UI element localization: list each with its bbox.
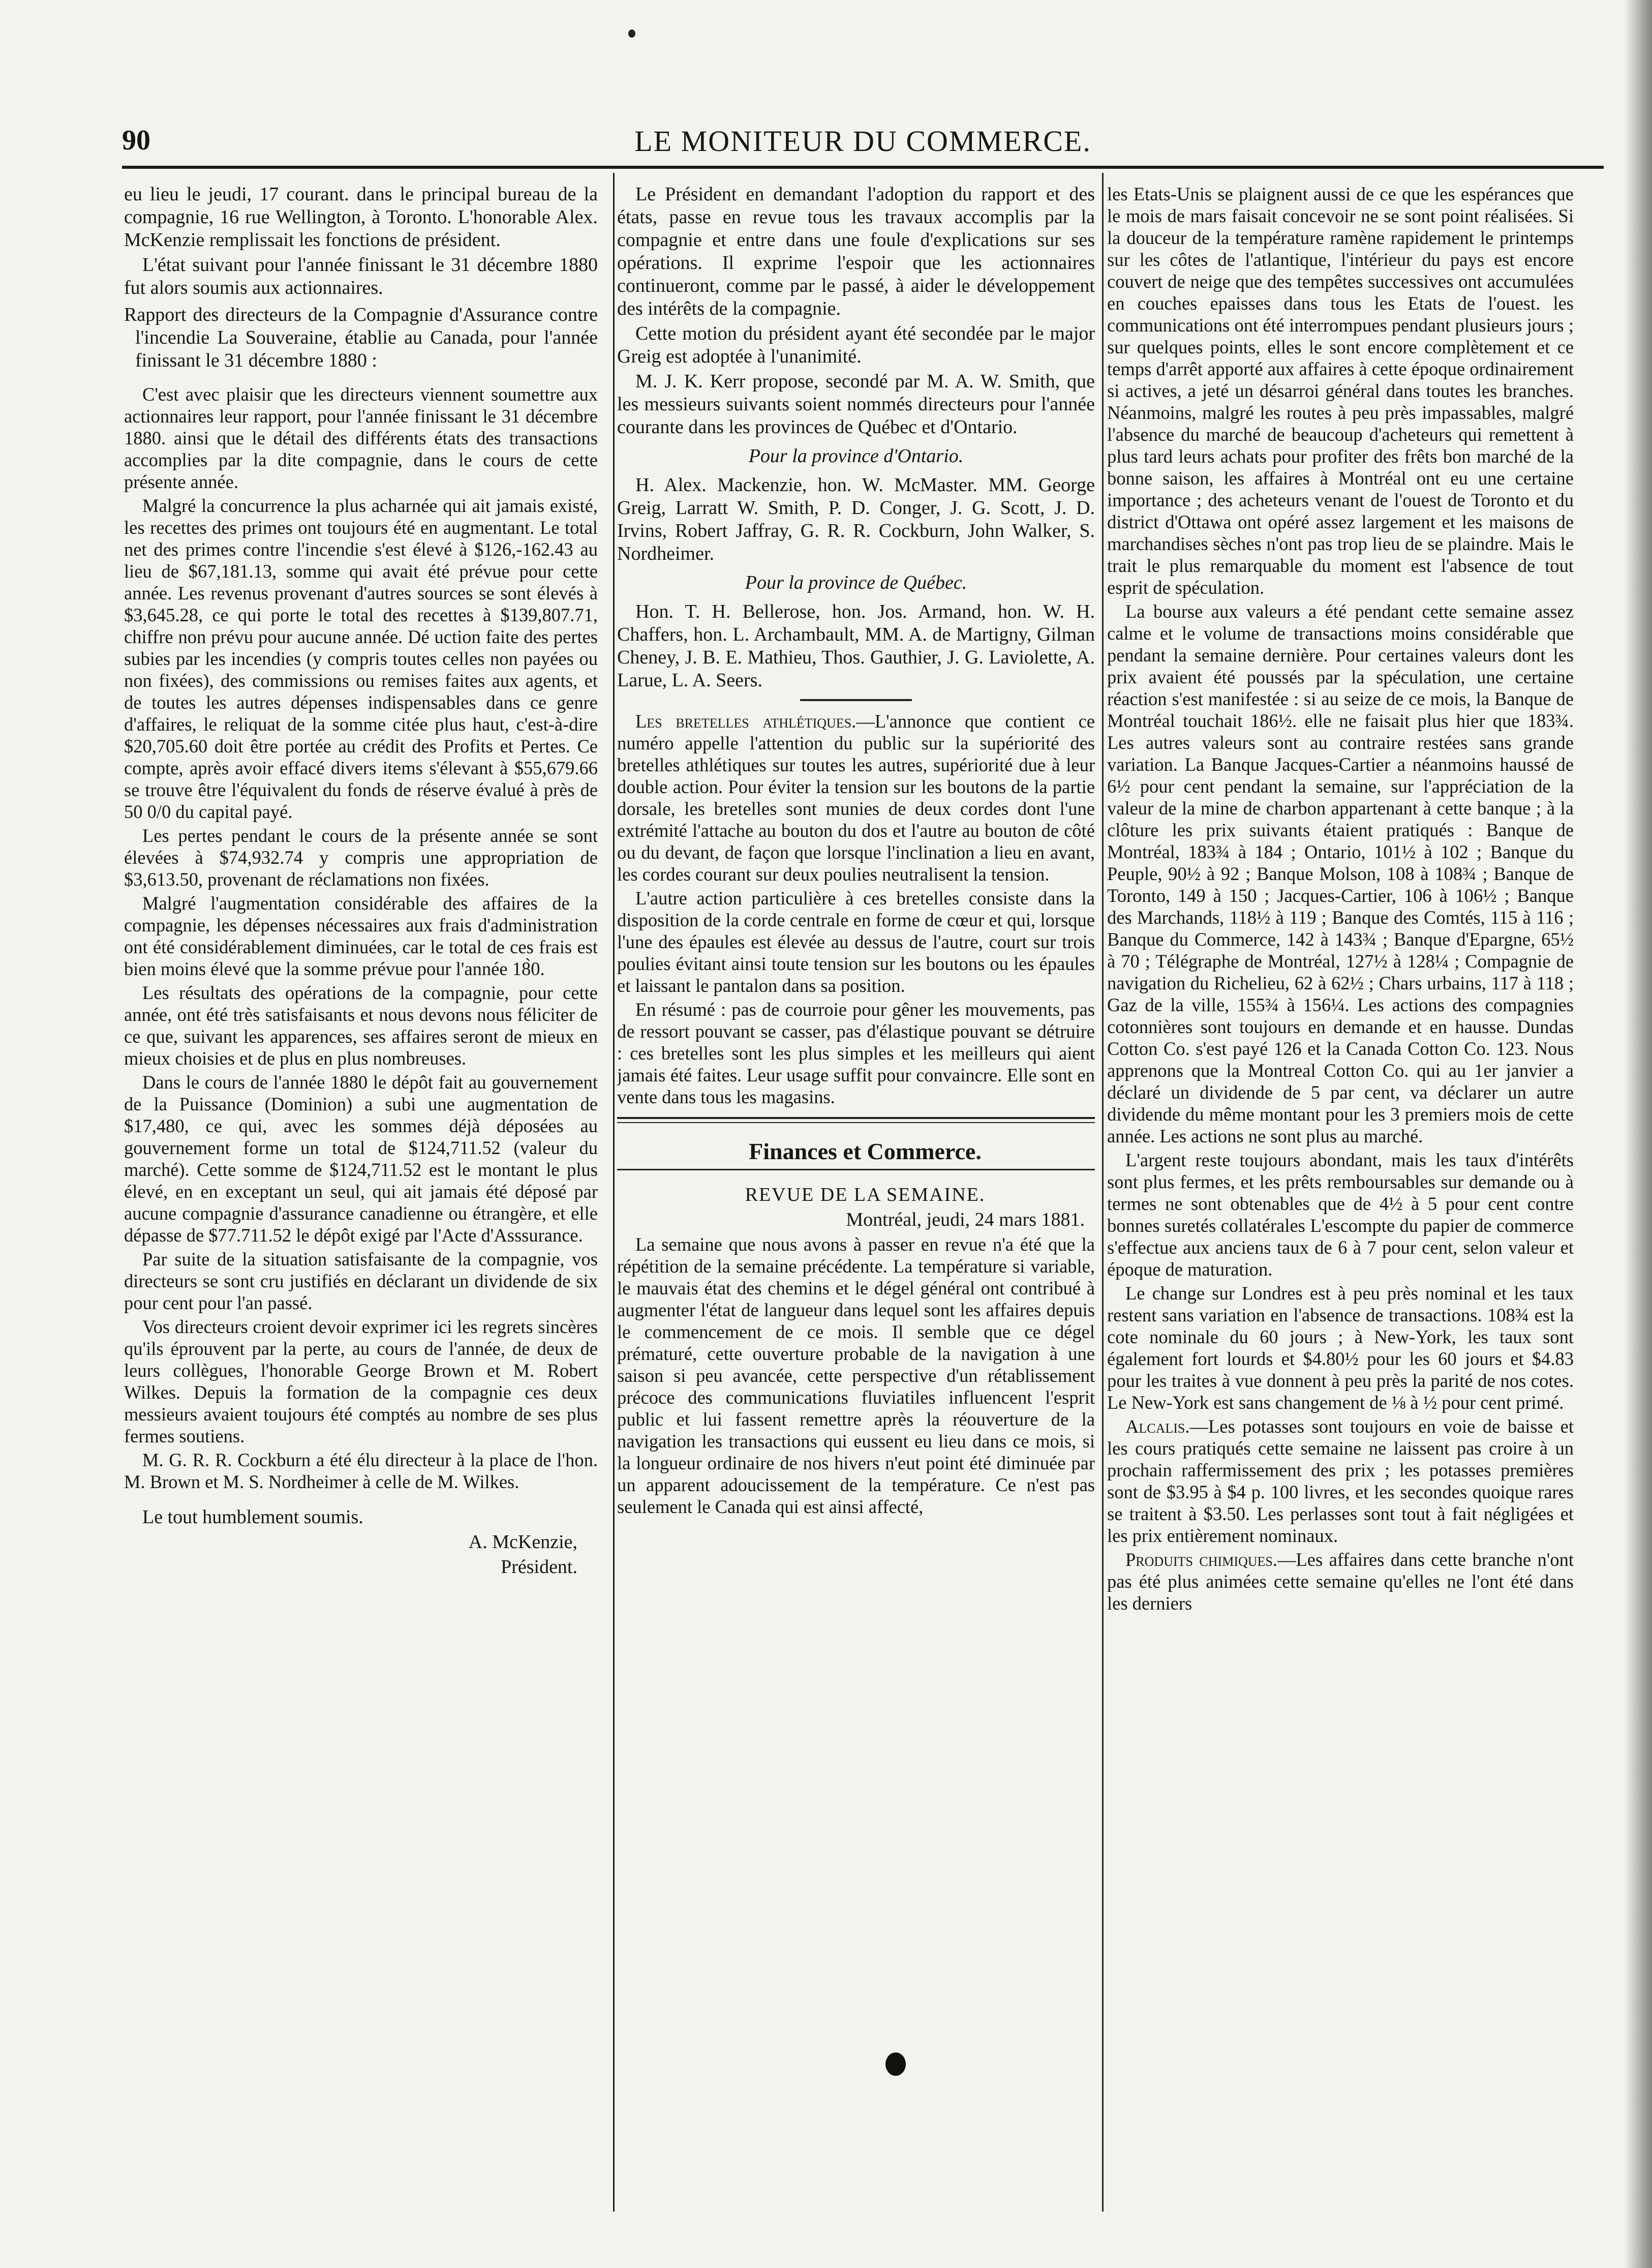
paragraph: Malgré l'augmentation considérable des affaires de la compagnie, les dépenses nécessaires aux frais d'administration ont été considérablement diminuées, car le total de ces frais est bien moins élevé que la somme prévue pour l'année 18̀0. [124, 893, 598, 979]
paragraph: La semaine que nous avons à passer en revue n'a été que la répétition de la semaine précédente. La température si variable, le mauvais état des chemins et le dégel général ont contribué à augmenter l'état de langueur dans lequel sont les affaires depuis le commencement de ce mois. Il semble que ce dégel prématuré, cette ouverture probable de la navigation à une saison si peu avancée, cette perspective d'un rétablissement précoce des communications fluviatiles influencent l'esprit public et lui fassent remettre après la réouverture de la navigation les transactions qui eussent eu lieu dans ce mois, si la longueur ordinaire de nos hivers n'eut point été diminuée par un apparent adoucissement de la température. Ce n'est pas seulement le Canada qui est ainsi affecté, [617, 1234, 1095, 1517]
header-rule [122, 166, 1604, 169]
section-heading: Finances et Commerce. [749, 1138, 982, 1164]
quebec-directors: Hon. T. H. Bellerose, hon. Jos. Armand, hon. W. H. Chaffers, hon. L. Archambault, MM. A. de Martigny, Gilman Cheney, J. B. E. Mathieu, Thos. Gauthier, J. G. Laviolette, A. Larue, L. A. Seers. [617, 601, 1095, 691]
produits-paragraph [1107, 1549, 1574, 1614]
heading-rule [617, 1169, 1095, 1170]
double-rule [617, 1117, 1095, 1123]
page-header [122, 124, 1604, 165]
alcalis-paragraph [1107, 1415, 1574, 1547]
bretelles-text: —L'annonce que contient ce numéro appelle l'attention du public sur la supériorité des bretelles athlétiques sur toutes les autres, supériorité due à leur double action. Pour éviter la tension sur les boutons de la partie dorsale, les bretelles sont munies de deux cordes dont l'une extrémité l'attache au bouton du dos et l'autre au bouton de côté ou du devant, de façon que lorsque l'inclination a lieu en avant, les cordes courant sur deux poulies neutralisent la tension. [617, 711, 1095, 885]
paragraph: Vos directeurs croient devoir exprimer ici les regrets sincères qu'ils éprouvent par la perte, au cours de l'année, de deux de leurs collègues, l'honorable George Brown et M. Robert Wilkes. Depuis la formation de la compagnie ces deux messieurs avaient toujours été comptés au nombre de ses plus fermes soutiens. [124, 1316, 598, 1446]
produits-text: —Les affaires dans cette branche n'ont pas été plus animées cette semaine qu'elles ne l'ont été dans les derniers [1107, 1549, 1574, 1614]
alcalis-text: —Les potasses sont toujours en voie de baisse et les cours pratiqués cette semaine ne laissent pas croire à un prochain raffermissement des prix ; les potasses premières sont de $3.95 à $4 p. 100 livres, et les secondes quoique rares se traitent à $3.50. Les perlasses sont tout à fait négligées et les prix entièrement nominaux. [1107, 1416, 1574, 1546]
paragraph: les Etats-Unis se plaignent aussi de ce que les espérances que le mois de mars faisait concevoir ne se sont point réalisées. Si la douceur de la température ramène rapidement le printemps sur les côtes de l'atlantique, l'intérieur du pays est encore couvert de neige que des tempêtes successives ont accumulées en couches epaisses dans tous les Etats de l'ouest. les communications ont été interrompues pendant plusieurs jours ; sur quelques points, elles le sont encore complètement et ce temps d'arrêt apporté aux affaires à cette époque ordinairement si actives, a jeté un désarroi général dans toutes les branches. Néanmoins, malgré les routes à peu près impassables, malgré l'absence du marché de beaucoup d'acheteurs qui remettent à plus tard leurs achats pour profiter des frêts bon marché de la bonne saison, les affaires à Montréal ont eu une certaine importance ; des acheteurs venant de l'ouest de Toronto et du district d'Ottawa ont opéré assez largement et les maisons de marchandises sèches n'ont pas trop lieu de se plaindre. Mais le trait le plus remarquable du moment est l'absence de tout esprit de spéculation. [1107, 184, 1574, 598]
sub-heading: REVUE DE LA SEMAINE. [745, 1184, 986, 1205]
paragraph: C'est avec plaisir que les directeurs viennent soumettre aux actionnaires leur rapport, pour l'année finissant le 31 décembre 1880. ainsi que le détail des différents états des transactions accomplies par la dite compagnie, dans le cours de cette présente année. [124, 384, 598, 492]
ink-speck [628, 29, 635, 38]
bretelles-paragraph [617, 710, 1095, 885]
paragraph: M. G. R. R. Cockburn a été élu directeur à la place de l'hon. M. Brown et M. S. Nordheimer à celle de M. Wilkes. [124, 1449, 598, 1492]
column-rule-1 [613, 173, 615, 2212]
page-title: LE MONITEUR DU COMMERCE. [634, 125, 1091, 158]
paragraph: Les résultats des opérations de la compagnie, pour cette année, ont été très satisfaisants et nous devons nous féliciter de ce que, suivant les apparences, ses affaires seront de mieux en mieux choisies et de plus en plus nombreuses. [124, 982, 598, 1069]
bretelles-lead: Les bretelles athlétiques. [635, 711, 856, 732]
produits-lead: Produits chimiques. [1125, 1549, 1277, 1570]
ontario-directors: H. Alex. Mackenzie, hon. W. McMaster. MM. George Greig, Larratt W. Smith, P. D. Conger, J. G. Scott, J. D. Irvins, Robert Jaffray, G. R. R. Cockburn, John Walker, S. Nordheimer. [617, 474, 1095, 564]
page-number: 90 [122, 125, 150, 156]
ontario-heading: Pour la province d'Ontario. [748, 445, 964, 467]
paragraph: L'état suivant pour l'année finissant le 31 décembre 1880 fut alors soumis aux actionnaires. [124, 254, 598, 298]
paragraph: La bourse aux valeurs a été pendant cette semaine assez calme et le volume de transactions moins considérable que pendant la semaine dernière. Pour certaines valeurs dont les prix avaient été poussés par la spéculation, une certaine réaction s'est manifestée : si au seize de ce mois, la Banque de Montréal touchait 186½. elle ne faisait plus hier que 183¾. Les autres valeurs sont au contraire restées sans grande variation. La Banque Jacques-Cartier a néanmoins haussé de 6½ pour cent pendant la semaine, sur l'appréciation de la valeur de la mine de charbon appartenant à cette banque ; à la clôture les prix suivants étaient pratiqués : Banque de Montréal, 183¾ à 184 ; Ontario, 101½ à 102 ; Banque du Peuple, 90½ à 92 ; Banque Molson, 108 à 108¾ ; Banque de Toronto, 149 à 150 ; Jacques-Cartier, 106 à 106½ ; Banque des Marchands, 118½ à 119 ; Banque des Comtés, 115 à 116 ; Banque du Commerce, 142 à 143¾ ; Banque d'Epargne, 65½ à 70 ; Télégraphe de Montréal, 127½ à 128¼ ; Compagnie de navigation du Richelieu, 62 à 62½ ; Chars urbains, 117 à 118 ; Gaz de la ville, 155¾ à 156¼. Les actions des compagnies cotonnières sont toujours en demande et en hausse. Dundas Cotton Co. s'est payé 126 et la Canada Cotton Co. 123. Nous apprenons que la Montreal Cotton Co. qui au 1er janvier a déclaré un dividende de 5 par cent, va déclarer un autre dividende du même montant pour les 3 premiers mois de cette année. Les actions ne sont plus au marché. [1107, 601, 1574, 1146]
paragraph: L'autre action particulière à ces bretelles consiste dans la disposition de la corde centrale en forme de cœur et qui, lorsque l'une des épaules est élevée au dessus de l'autre, court sur trois poulies évitant ainsi toute tension sur les boutons ou les épaules et laissant le pantalon dans sa position. [617, 888, 1095, 996]
paragraph: Le change sur Londres est à peu près nominal et les taux restent sans variation en l'absence de transactions. 108¾ est la cote nominale du 60 jours ; à New-York, les taux sont également fort lourds et $4.80½ pour les 60 jours et $4.83 pour les traites à vue donnent à peu près la parité de nos cotes. Le New-York est sans changement de ⅛ à ½ pour cent primé. [1107, 1283, 1574, 1413]
column-3 [1107, 183, 1574, 2212]
date-line: Montréal, jeudi, 24 mars 1881. [846, 1209, 1085, 1230]
quebec-heading: Pour la province de Québec. [745, 572, 967, 593]
ink-blot [885, 2052, 906, 2076]
closing-line: Le tout humblement soumis. [142, 1506, 363, 1528]
report-title: Rapport des directeurs de la Compagnie d'Assurance contre l'incendie La Souveraine, établie au Canada, pour l'année finissant le 31 décembre 1880 : [124, 304, 598, 371]
paragraph: Dans le cours de l'année 1880 le dépôt fait au gouvernement de la Puissance (Dominion) a subi une augmentation de $17,480, ce qui, avec les sommes déjà déposées au gouvernement forme un total de $124,711.52 (valeur du marché). Cette somme de $124,711.52 est le montant le plus élevé, en en exceptant un seul, qui ait jamais été déposé par aucune compagnie d'assurance canadienne ou étrangère, et elle dépasse de $77.711.52 le dépôt exigé par l'Acte d'Asssurance. [124, 1072, 598, 1246]
section-divider [800, 699, 912, 701]
paragraph: En résumé : pas de courroie pour gêner les mouvements, pas de ressort pouvant se casser, pas d'élastique pouvant se détruire : ces bretelles sont les plus simples et les meilleurs qui aient jamais été faites. Leur usage suffit pour convaincre. Elle sont en vente dans tous les magasins. [617, 999, 1095, 1107]
scan-edge-shadow [1624, 0, 1652, 2268]
column-1 [124, 183, 598, 2212]
paragraph: eu lieu le jeudi, 17 courant. dans le principal bureau de la compagnie, 16 rue Wellington, à Toronto. L'honorable Alex. McKenzie remplissait les fonctions de président. [124, 184, 598, 251]
paragraph: Cette motion du président ayant été secondée par le major Greig est adoptée à l'unanimité. [617, 323, 1095, 367]
alcalis-lead: Alcalis. [1125, 1416, 1190, 1437]
column-2 [617, 183, 1095, 2212]
paragraph: Le Président en demandant l'adoption du rapport et des états, passe en revue tous les travaux accomplis par la compagnie et entre dans une foule d'explications sur ses opérations. Il exprime l'espoir que les actionnaires continueront, comme par le passé, à aider le développement des intérêts de la compagnie. [617, 184, 1095, 319]
paragraph: L'argent reste toujours abondant, mais les taux d'intérêts sont plus fermes, et les prêts remboursables sur demande ou à termes ne sont obtenables que de 4½ à 5 pour cent contre bonnes suretés collatérales L'escompte du papier de commerce s'effectue aux anciens taux de 6 à 7 pour cent, selon valeur et époque de maturation. [1107, 1150, 1574, 1280]
signature: A. McKenzie, [468, 1531, 577, 1553]
paragraph: M. J. K. Kerr propose, secondé par M. A. W. Smith, que les messieurs suivants soient nommés directeurs pour l'année courante dans les provinces de Québec et d'Ontario. [617, 371, 1095, 438]
signature-title: Président. [501, 1556, 577, 1578]
paragraph: Les pertes pendant le cours de la présente année se sont élevées à $74,932.74 y compris une appropriation de $3,613.50, provenant de réclamations non fixées. [124, 825, 598, 890]
column-rule-2 [1102, 173, 1104, 2212]
paragraph: Par suite de la situation satisfaisante de la compagnie, vos directeurs se sont cru justifiés en déclarant un dividende de six pour cent pour l'an passé. [124, 1249, 598, 1313]
paragraph: Malgré la concurrence la plus acharnée qui ait jamais existé, les recettes des primes ont toujours été en augmentant. Le total net des primes contre l'incendie s'est élevé à $126,-162.43 au lieu de $67,181.13, somme qui avait été prévue pour cette année. Les revenus provenant d'autres sources se sont élevés à $3,645.28, ce qui porte le total des recettes à $139,807.71, chiffre non prévu pour aucune année. Dé uction faite des pertes subies par les incendies (y compris toutes celles non payées ou non fixées), des commissions ou remises faites aux agents, et de toutes les autres dépenses indispensables dans ce genre d'affaires, le reliquat de la somme citée plus haut, c'est-à-dire $20,705.60 doit être portée au crédit des Profits et Pertes. Ce compte, après avoir effacé divers items s'élevant à $55,679.66 se trouve être l'équivalent du fonds de réserve évalué à près de 50 0/0 du capital payé. [124, 495, 598, 822]
